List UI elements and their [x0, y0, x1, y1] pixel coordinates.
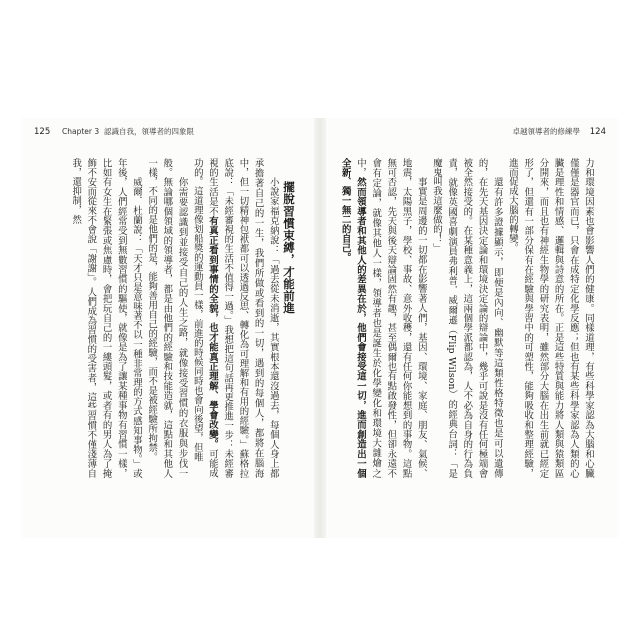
left-page-number: 125: [34, 127, 51, 137]
section-heading: 擺脫習慣束縛，才能前進: [282, 181, 296, 315]
left-paragraph-1-bold: 有真正看到事情的全貌，也才能真正理解、學會改變。: [206, 216, 218, 450]
left-paragraph-1-tail: 可能成功的。這道理像划船獎的運動員一樣，前進的時候同時也會向後望，但唯: [191, 158, 218, 478]
left-page: [22, 118, 314, 538]
right-paragraph-3-text: 事實是周邊的一切都在影響著人們，基因、環境、家庭、朋友、氣候、地震，太陽黑子，學校、事故、意外收穫，還有任何你能想到的事物。這點無可否認，先天與後天辯論固然有趣，甚至偶爾也有點啟發性，但卻永遠不會有定論，就像其他人一樣，領導者也是誕生於化學變化和環境大雜燴之中，: [354, 158, 427, 478]
left-text-block: [44, 158, 296, 478]
book-title: 卓越領導者的修練學: [512, 127, 580, 136]
left-paragraph-2: 你需要認識到並接受自己的人生之路，就像接受習慣的衣服與步伐一般。無論哪個領域的領導者，都是由他們的經驗和技能造就，這點和其他人一樣，不同的是他們的是，能夠善用自己的經驗，而不是被經驗所拘禁。: [146, 158, 188, 478]
right-paragraph-1: 力和環境因素也會影響人們的健康。同樣道理，有些科學家認為大腦和心臟僅僅是器官而已，只會在成特定化學反應；但也有某些科學家認為人類的心臟是理性和情感、邏輯與詩意的所在。正是這些特質與能力將人類與猿類區分開來，而且也有神經生物學的研究表明，雖然部分大腦在出生前就已經定形了，但還有一部分保有在經驗與學習中的可塑性，能夠吸收和整理經驗，進而促成大腦的轉變。: [506, 158, 594, 478]
right-page-number: 124: [589, 127, 606, 137]
right-paragraph-2: 還有許多證據顯示，即便是內向、幽默等這類性格特徵也是可以遺傳的，在先天基因決定論和環境決定論的辯論中，幾乎可說是沒有任何極端會被全然接受的。在某種意義上，這兩個學派都認為，人不必為自身的行為負責，就像英國喜劇演員弗利普．威爾遜（Flip Wilson）的經典台詞：「是魔鬼叫我這麼做的！」: [430, 158, 503, 478]
chapter-label: Chapter 3: [62, 127, 100, 136]
left-running-head: [28, 125, 308, 139]
book-gutter: [314, 118, 326, 538]
right-paragraph-3: [338, 158, 429, 478]
left-paragraph-1-text: 小說家福克納說：「過去從未消逝，其實根本還沒過去，每個人身上都承擔著自己的一生，我們所做或看到的一切，遇到的每個人，都將在腦海中，但一切精神包袱都可以透過反思、轉化為可理解和有用的經驗。」蘇格拉底說：「未經審視的生活不值得一過。」我想把這句話再更推進一步：未經審視的生活是不: [206, 158, 279, 478]
right-paragraph-3-bold: 然而領導者和其他人的差異在於，他們會接受這一切，進而創造出一個全新、獨一無二的自己。: [339, 158, 366, 478]
left-paragraph-1: [190, 158, 281, 478]
left-paragraph-3: 威爾．杜蘭說：「天才只是意味著不以一種非常理的方式感知事物。」或年後，人們經常受到無數習慣的驅使，就像是為了讓某種事物有習慣一樣，比如有女生在緊張或焦慮時，會把玩自己的一縷頭髮，或者有的男人為了掩飾不安而從來不會說「謝謝」。人們成為習慣的受害者，這些習慣不僅淺薄自我，還抑制，然: [70, 158, 142, 478]
right-page: [326, 118, 618, 538]
right-text-block: [338, 158, 596, 478]
right-running-head: [332, 125, 612, 139]
chapter-title: 認識自我，領導者的四象限: [104, 127, 194, 136]
